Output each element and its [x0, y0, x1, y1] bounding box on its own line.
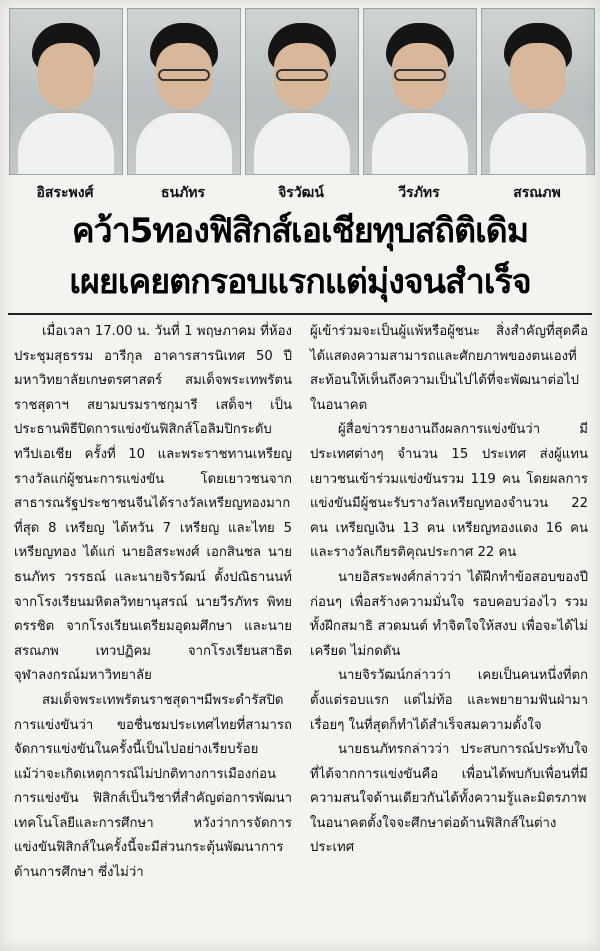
- photo-caption: สรณภพ: [513, 185, 561, 201]
- photo-strip: [9, 8, 593, 200]
- divider: [8, 313, 592, 315]
- photo-caption: วีรภัทร: [398, 185, 440, 201]
- paragraph: นายธนภัทรกล่าวว่า ประสบการณ์ประทับใจที่ได้จากการแข่งขันคือ เพื่อนได้พบกับเพื่อนที่มีความสนใจด้านเดียวกันได้ทั้งความรู้และมิตรภาพ ในอนาคตตั้งใจจะศึกษาต่อด้านฟิสิกส์ในต่างประเทศ: [310, 742, 588, 856]
- paragraph: ผู้สื่อข่าวรายงานถึงผลการแข่งขันว่า มีประเทศต่างๆ จำนวน 15 ประเทศ ส่งผู้แทนเยาวชนเข้าร่วมแข่งขันรวม 119 คน โดยผลการแข่งขันมีผู้ชนะรับรางวัลเหรียญทองจำนวน 22 คน เหรียญเงิน 13 คน เหรียญทองแดง 16 คน และรางวัลเกียรติคุณประกาศ 22 คน: [310, 422, 588, 561]
- photo-caption: ธนภัทร: [160, 185, 206, 201]
- article-column-left: [14, 320, 292, 886]
- portrait-photo: [9, 8, 123, 175]
- paragraph: นายอิสระพงศ์กล่าวว่า ได้ฝึกทำข้อสอบของปีก่อนๆ เพื่อสร้างความมั่นใจ รอบคอบว่องไว รวมทั้งฝึกสมาธิ สวดมนต์ ทำจิตใจให้สงบ เพื่อจะได้ไม่เครียด ไม่กดดัน: [310, 569, 588, 659]
- paragraph: เมื่อเวลา 17.00 น. วันที่ 1 พฤษภาคม ที่ห้องประชุมสุธรรม อารีกุล อาคารสารนิเทศ 50 ปี มหาวิทยาลัยเกษตรศาสตร์ สมเด็จพระเทพรัตนราชสุดาฯ สยามบรมราชกุมารี เสด็จฯ เป็นประธานพิธีปิดการแข่งขันฟิสิกส์โอลิมปิกระดับทวีปเอเชีย ครั้งที่ 10 และพระราชทานเหรียญรางวัลแก่ผู้ชนะการแข่งขัน โดยเยาวชนจากสาธารณรัฐประชาชนจีนได้รางวัลเหรียญทองมากที่สุด 8 เหรียญ ไต้หวัน 7 เหรียญ และไทย 5 เหรียญทอง ได้แก่ นายอิสระพงศ์ เอกสินชล นายธนภัทร วรรธณ์ และนายจิรวัฒน์ ตั้งปณิธานนท์ จากโรงเรียนมหิดลวิทยานุสรณ์ นายวีรภัทร พิทยตรรชิต จากโรงเรียนเตรียมอุดมศึกษา และนายสรณภพ เทวปฏิคม จากโรงเรียนสาธิตจุฬาลงกรณ์มหาวิทยาลัย: [14, 324, 292, 684]
- portrait-photo: [245, 8, 359, 175]
- photo-caption: จิรวัฒน์: [278, 185, 324, 201]
- portrait-photo: [481, 8, 595, 175]
- paragraph: นายจิรวัฒน์กล่าวว่า เคยเป็นคนหนึ่งที่ตกตั้งแต่รอบแรก แต่ไม่ท้อ และพยายามฟันฝ่ามาเรื่อยๆ ในที่สุดก็ทำได้สำเร็จสมความตั้งใจ: [310, 668, 588, 733]
- portrait-photo: [127, 8, 241, 175]
- photo-caption: อิสระพงศ์: [36, 185, 94, 201]
- portrait-photo: [363, 8, 477, 175]
- paragraph: สมเด็จพระเทพรัตนราชสุดาฯมีพระดำรัสปิดการแข่งขันว่า ขอชื่นชมประเทศไทยที่สามารถจัดการแข่งขันในครั้งนี้เป็นไปอย่างเรียบร้อย แม้ว่าจะเกิดเหตุการณ์ไม่ปกติทางการเมืองก่อนการแข่งขัน ฟิสิกส์เป็นวิชาที่สำคัญต่อการพัฒนาเทคโนโลยีและการศึกษา หวังว่าการจัดการแข่งขันฟิสิกส์ในครั้งนี้จะมีส่วนกระตุ้นพัฒนาการด้านการศึกษา ซึ่งไม่ว่า: [14, 692, 292, 881]
- article-column-right: [310, 320, 588, 861]
- headline-line-1: คว้า5ทองฟิสิกส์เอเชียทุบสถิติเดิม: [71, 211, 529, 251]
- paragraph: ผู้เข้าร่วมจะเป็นผู้แพ้หรือผู้ชนะ สิ่งสำคัญที่สุดคือได้แสดงความสามารถและศักยภาพของตนเองที่สะท้อนให้เห็นถึงความเป็นไปได้ที่จะพัฒนาต่อไปในอนาคต: [310, 324, 588, 413]
- headline-line-2: เผยเคยตกรอบแรกแต่มุ่งจนสำเร็จ: [69, 262, 531, 302]
